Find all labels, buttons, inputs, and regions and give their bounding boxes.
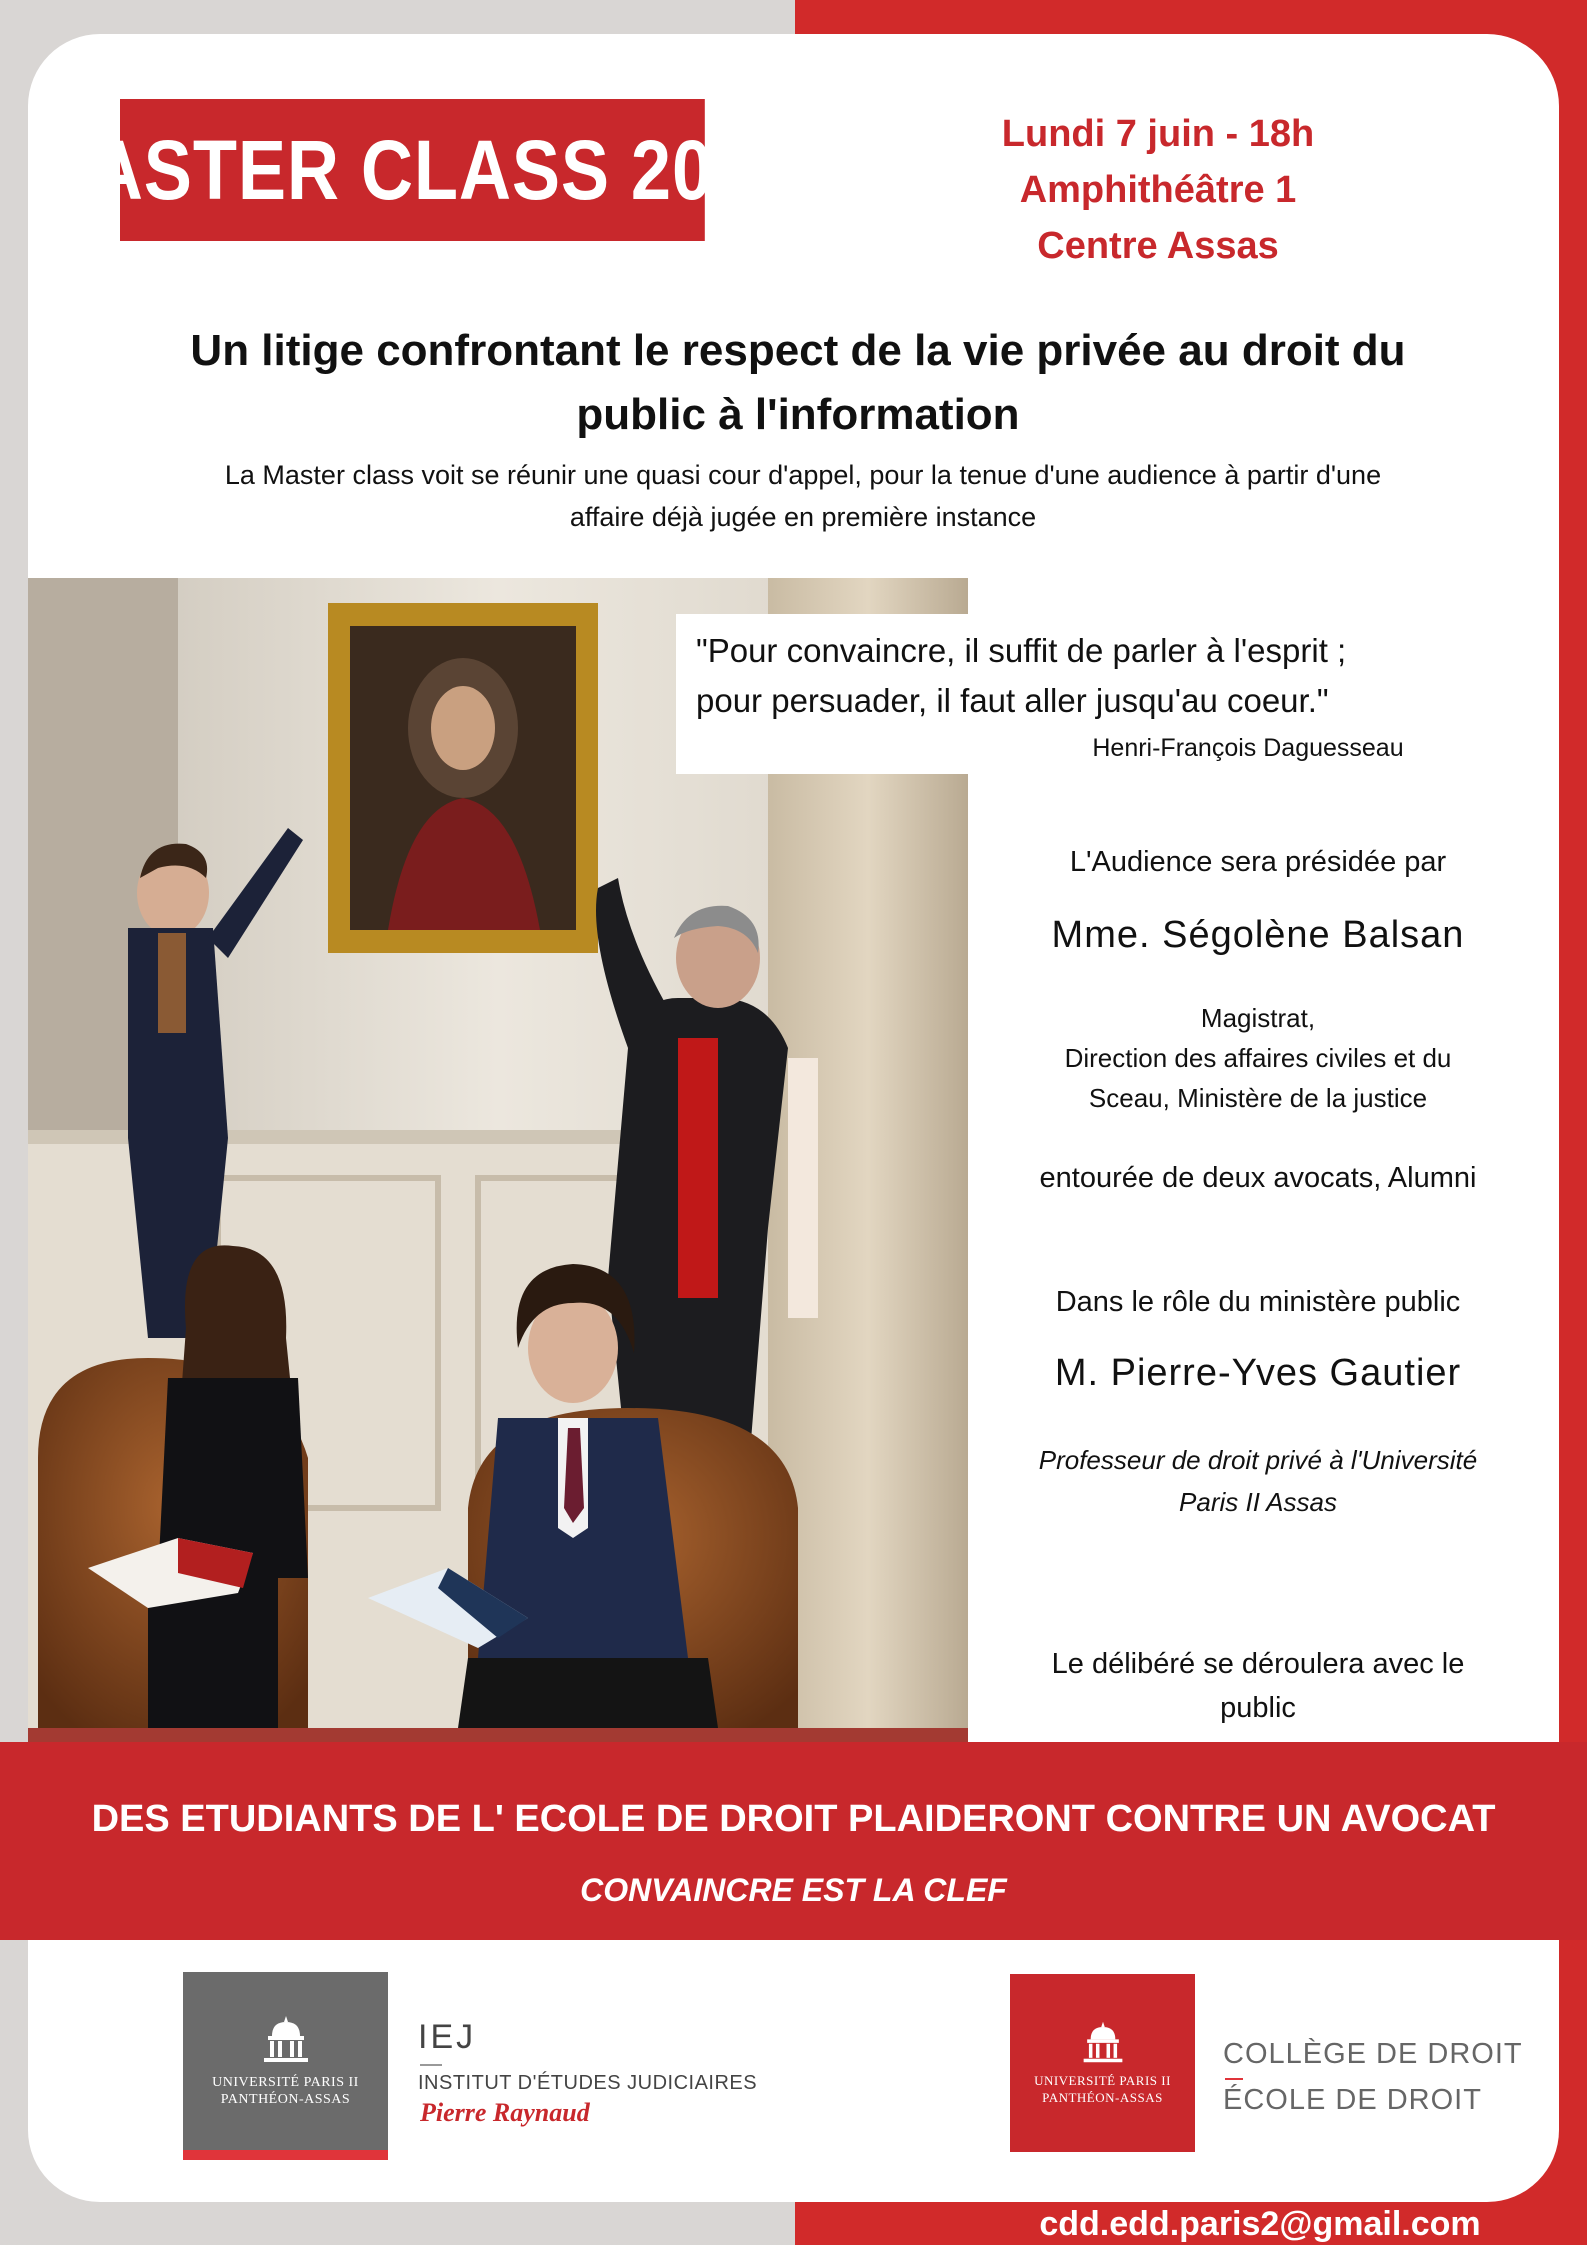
- audience-intro: L'Audience sera présidée par: [1069, 846, 1447, 878]
- pantheon-icon: [1078, 2020, 1128, 2064]
- iej-acronym: IEJ: [418, 2018, 477, 2056]
- bottom-banner: [0, 1742, 1587, 1940]
- college-divider: [1225, 2078, 1243, 2080]
- ministere-role-line-2: Paris II Assas: [1179, 1487, 1337, 1517]
- president-role: [978, 998, 1538, 1118]
- banner-main-text: DES ETUDIANTS DE L' ECOLE DE DROIT PLAIDERONT CONTRE UN AVOCAT: [91, 1798, 1496, 1840]
- univ-line-1: UNIVERSITÉ PARIS II: [1034, 2073, 1171, 2088]
- title-box: [29, 99, 796, 241]
- poster-subtitle: [88, 319, 1508, 447]
- poster-title: MASTER CLASS 2021: [29, 122, 796, 217]
- college-line-1: COLLÈGE DE DROIT: [1223, 2038, 1523, 2070]
- college-line-2: ÉCOLE DE DROIT: [1223, 2084, 1482, 2116]
- quote-text: [696, 626, 1416, 726]
- president-role-line-1: Magistrat,: [1200, 1003, 1316, 1033]
- event-info: [958, 106, 1358, 274]
- lawyers-text: entourée de deux avocats, Alumni: [1039, 1162, 1477, 1194]
- president-role-line-2: Direction des affaires civiles et du: [1064, 1043, 1452, 1073]
- iej-person: Pierre Raynaud: [420, 2098, 590, 2127]
- president-name: Mme. Ségolène Balsan: [1051, 914, 1465, 956]
- univ-logo-red: [1010, 1974, 1195, 2152]
- deliberation-text: [978, 1642, 1538, 1730]
- iej-divider: [420, 2064, 442, 2066]
- event-date: Lundi 7 juin - 18h: [1001, 113, 1315, 155]
- intro-line-1: La Master class voit se réunir une quasi cour d'appel, pour la tenue d'une audience à partir d'une: [224, 460, 1382, 490]
- univ-line-1: UNIVERSITÉ PARIS II: [212, 2075, 359, 2090]
- pantheon-icon: [258, 2014, 314, 2064]
- univ-logo-grey: [183, 1972, 388, 2150]
- event-room: Amphithéâtre 1: [1019, 169, 1297, 211]
- quote-author: Henri-François Daguesseau: [1092, 734, 1404, 762]
- intro-text: [68, 454, 1538, 538]
- intro-line-2: affaire déjà jugée en première instance: [569, 502, 1037, 532]
- banner-tagline: CONVAINCRE EST LA CLEF: [580, 1872, 1007, 1908]
- quote-line-1: "Pour convaincre, il suffit de parler à l'esprit ;: [696, 632, 1347, 669]
- univ-logo-grey-stripe: [183, 2150, 388, 2160]
- iej-name: INSTITUT D'ÉTUDES JUDICIAIRES: [418, 2072, 758, 2094]
- president-role-line-3: Sceau, Ministère de la justice: [1088, 1083, 1428, 1113]
- ministere-intro: Dans le rôle du ministère public: [1055, 1286, 1461, 1318]
- univ-line-2: PANTHÉON-ASSAS: [1042, 2090, 1163, 2105]
- contact-email[interactable]: cdd.edd.paris2@gmail.com: [1039, 2205, 1481, 2243]
- univ-name-red: [1034, 2072, 1171, 2106]
- ministere-role-line-1: Professeur de droit privé à l'Université: [1038, 1445, 1478, 1475]
- ministere-role: [978, 1439, 1538, 1523]
- univ-name-grey: [212, 2074, 359, 2108]
- ministere-name: M. Pierre-Yves Gautier: [1054, 1352, 1462, 1394]
- subtitle-line-2: public à l'information: [576, 390, 1020, 439]
- quote-line-2: pour persuader, il faut aller jusqu'au coeur.": [696, 682, 1329, 719]
- deliberation-line-2: public: [1220, 1692, 1296, 1724]
- deliberation-line-1: Le délibéré se déroulera avec le: [1051, 1648, 1465, 1680]
- event-center: Centre Assas: [1037, 225, 1279, 267]
- subtitle-line-1: Un litige confrontant le respect de la vie privée au droit du: [190, 326, 1406, 375]
- univ-line-2: PANTHÉON-ASSAS: [220, 2092, 351, 2107]
